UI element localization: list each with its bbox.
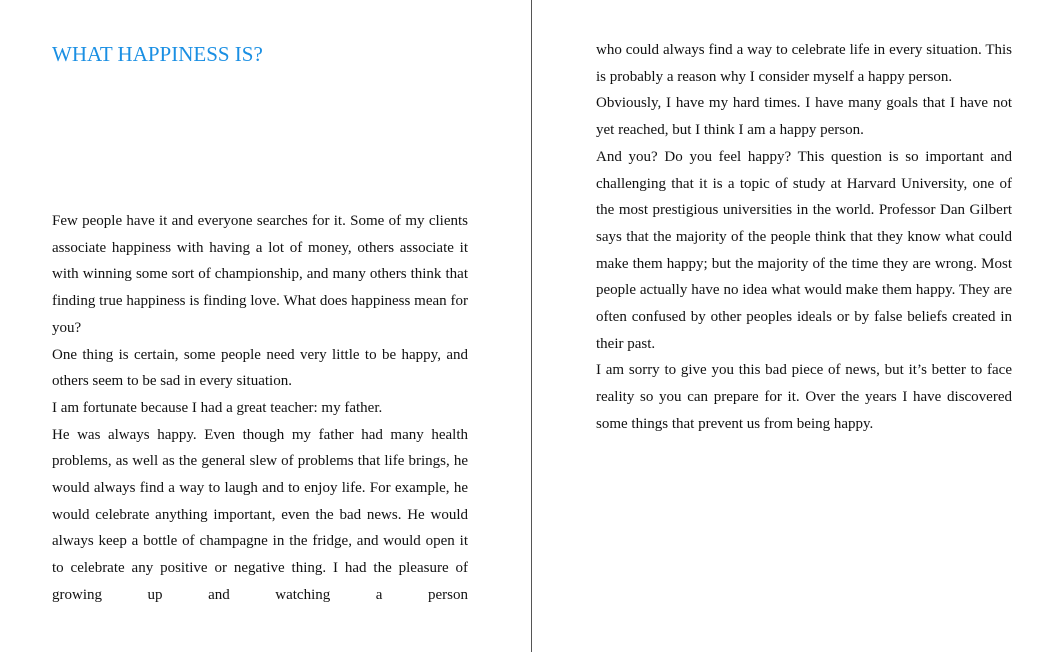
paragraph: I am fortunate because I had a great teacher: my father. xyxy=(52,399,383,416)
left-page-body xyxy=(52,208,468,609)
paragraph: who could always find a way to celebrate life in every situation. This is probably a reason why I consider myself a happy person. xyxy=(596,42,1012,85)
paragraph: Obviously, I have my hard times. I have many goals that I have not yet reached, but I think I am a happy person. xyxy=(596,95,1012,139)
paragraph: He was always happy. Even though my father had many health problems, as well as the general slew of problems that life brings, he would always find a way to laugh and to enjoy life. For example, he would celebrate anything important, even the bad news. He would always keep a bottle of champagne in the fridge, and would open it to celebrate any positive or negative thing. I had the pleasure of growing up and watching a person xyxy=(52,426,468,603)
paragraph: One thing is certain, some people need very little to be happy, and others seem to be sad in every situation. xyxy=(52,346,468,390)
paragraph: I am sorry to give you this bad piece of news, but it’s better to face reality so you can prepare for it. Over the years I have discovered some things that prevent us from being happy. xyxy=(596,362,1012,432)
right-page-body xyxy=(596,37,1012,438)
chapter-title: WHAT HAPPINESS IS? xyxy=(52,42,263,66)
paragraph: And you? Do you feel happy? This question is so important and challenging that it is a topic of study at Harvard University, one of the most prestigious universities in the world. Professor Dan Gilbert says that the majority of the people think that they know what could make them happy; but the majority of the time they are wrong. Most people actually have no idea what would make them happy. They are often confused by other peoples ideals or by false beliefs created in their past. xyxy=(596,148,1012,352)
right-page xyxy=(532,0,1057,652)
paragraph: Few people have it and everyone searches for it. Some of my clients associate happiness with having a lot of money, others associate it with winning some sort of championship, and many others think that finding true happiness is finding love. What does happiness mean for you? xyxy=(52,213,468,336)
